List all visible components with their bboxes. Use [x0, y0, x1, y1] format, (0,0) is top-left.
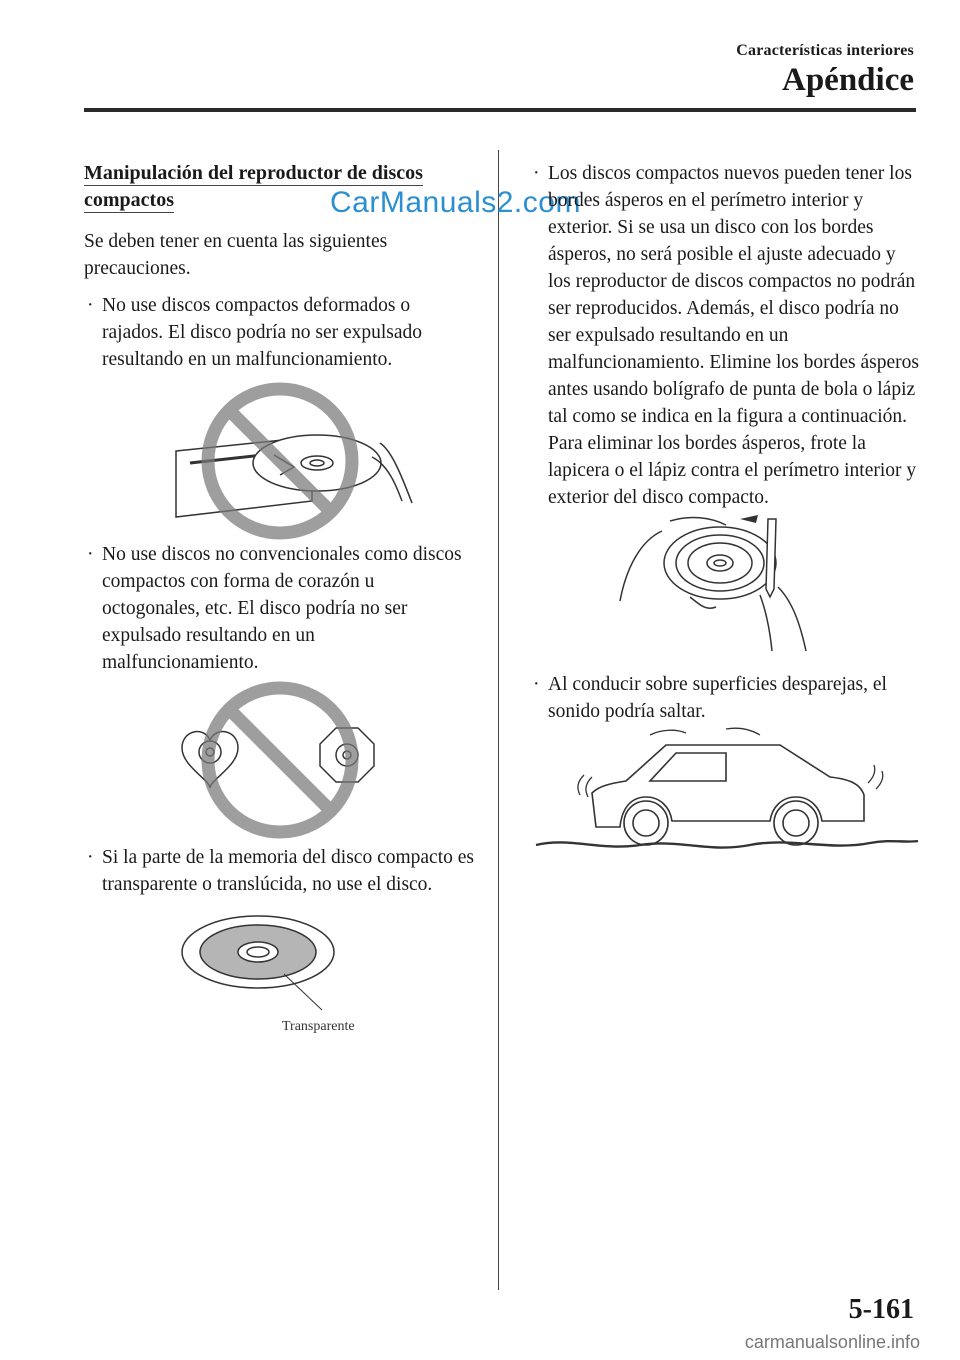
bullet-dot: ·: [533, 674, 540, 695]
arrow-icon: [740, 515, 758, 523]
column-divider: [498, 150, 499, 1290]
bullet-text: No use discos no convencionales como discos compactos con forma de corazón u octogonales, etc. El disco podría no ser expulsado resultando en un malfuncionamiento.: [102, 544, 462, 673]
bullet-dot: ·: [87, 544, 94, 565]
right-column: [530, 160, 920, 875]
header-rule: [84, 108, 916, 112]
bullet-non-standard: [84, 541, 474, 676]
bullet-text: Al conducir sobre superficies desparejas, el sonido podría saltar.: [548, 674, 887, 722]
intro-text: Se deben tener en cuenta las siguientes precauciones.: [84, 231, 388, 279]
bullet-uneven-road: [530, 671, 920, 725]
section-title: Manipulación del reproductor de discos compactos: [84, 162, 423, 211]
watermark: CarManuals2.com: [330, 186, 581, 219]
transparent-disc-illustration: [84, 898, 474, 1038]
bullet-transparent: [84, 844, 474, 898]
bumpy-road: [536, 841, 918, 848]
section-name: Características interiores: [736, 42, 914, 59]
bullet-dot: ·: [533, 163, 540, 184]
car-icon: [592, 745, 864, 845]
bullet-dot: ·: [87, 847, 94, 868]
bullet-deformed: [84, 292, 474, 373]
left-column: [84, 160, 474, 1038]
page-header: [736, 42, 914, 99]
disc-in-hand-icon: [620, 518, 776, 609]
bullet-rough-edges: [530, 160, 920, 511]
bullet-text: No use discos compactos deformados o rajados. El disco podría no ser expulsado resultando en un malfuncionamiento.: [102, 295, 423, 370]
cracked-disc-prohibited-illustration: [84, 373, 474, 541]
transparent-label: Transparente: [282, 1019, 355, 1034]
bullet-text: Los discos compactos nuevos pueden tener los bordes ásperos en el perímetro interior y exterior. Si se usa un disco con los bordes ásperos, no será posible el ajuste adecuado y los reproductor de discos compactos no podrán ser reproducidos. Además, el disco podría no ser expulsado resultando en un malfuncionamiento. Elimine los bordes ásperos antes usando bolígrafo de punta de bola o lápiz tal como se indica en la figura a continuación. Para eliminar los bordes ásperos, frote la lapicera o el lápiz contra el perímetro interior y exterior del disco compacto.: [548, 163, 919, 508]
shaped-disc-prohibited-illustration: [84, 676, 474, 844]
pen-icon: [760, 519, 806, 651]
chapter-title: Apéndice: [782, 62, 914, 98]
deburring-disc-illustration: [530, 511, 920, 671]
bullet-text: Si la parte de la memoria del disco compacto es transparente o translúcida, no use el disco.: [102, 847, 474, 895]
site-footer: carmanualsonline.info: [744, 1332, 920, 1352]
page-number: 5-161: [848, 1294, 914, 1325]
bullet-dot: ·: [87, 295, 94, 316]
car-bumpy-road-illustration: [530, 725, 920, 875]
disc-icon: [182, 916, 334, 988]
